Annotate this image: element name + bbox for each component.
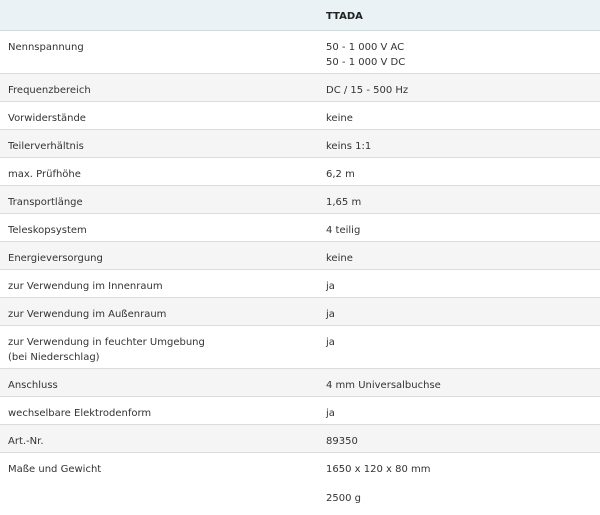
spec-value [318,453,600,510]
spec-label: Transportlänge [0,186,318,214]
table-row [0,270,600,298]
table-header-row [0,0,600,31]
table-row [0,186,600,214]
table-row [0,298,600,326]
spec-value: keins 1:1 [318,130,600,158]
spec-label-text: Nennspannung [8,42,84,53]
spec-value-text: 50 - 1 000 V AC [326,42,405,53]
table-row [0,31,600,74]
spec-label [0,326,318,369]
spec-label: Frequenzbereich [0,74,318,102]
spec-label: max. Prüfhöhe [0,158,318,186]
spec-value: 6,2 m [318,158,600,186]
spec-label: zur Verwendung im Innenraum [0,270,318,298]
spec-value: 89350 [318,425,600,453]
spec-value: keine [318,102,600,130]
table-row [0,397,600,425]
spec-value: DC / 15 - 500 Hz [318,74,600,102]
spec-value: 4 teilig [318,214,600,242]
spec-value: 4 mm Universalbuchse [318,369,600,397]
spec-value-text: 50 - 1 000 V DC [326,57,406,68]
spec-value: ja [318,397,600,425]
spec-label: zur Verwendung im Außenraum [0,298,318,326]
spec-label: Teleskopsystem [0,214,318,242]
spec-value: ja [318,298,600,326]
spec-label: Art.-Nr. [0,425,318,453]
table-row [0,242,600,270]
spec-label: Energieversorgung [0,242,318,270]
table-row [0,158,600,186]
spec-value-text: 2500 g [326,493,361,504]
table-row [0,74,600,102]
spec-label-text: zur Verwendung in feuchter Umgebung [8,337,205,348]
spec-value [318,31,600,74]
spec-label: Anschluss [0,369,318,397]
spec-value: ja [318,270,600,298]
spec-label: wechselbare Elektrodenform [0,397,318,425]
spec-label: Maße und Gewicht [8,464,102,475]
table-row [0,453,600,510]
spec-value: 1,65 m [318,186,600,214]
table-row [0,214,600,242]
spacer [326,477,592,491]
spec-value-text: 1650 x 120 x 80 mm [326,464,431,475]
spec-value: keine [318,242,600,270]
spec-label: Teilerverhältnis [0,130,318,158]
table-row [0,326,600,369]
header-label-cell [0,0,318,31]
table-row [0,425,600,453]
table-row [0,130,600,158]
spec-label [0,31,318,74]
header-product-name: TTADA [318,0,600,31]
spec-label: Vorwiderstände [0,102,318,130]
table-row [0,102,600,130]
spec-value: ja [318,326,600,369]
table-row [0,369,600,397]
spec-label-text: (bei Niederschlag) [8,352,100,363]
